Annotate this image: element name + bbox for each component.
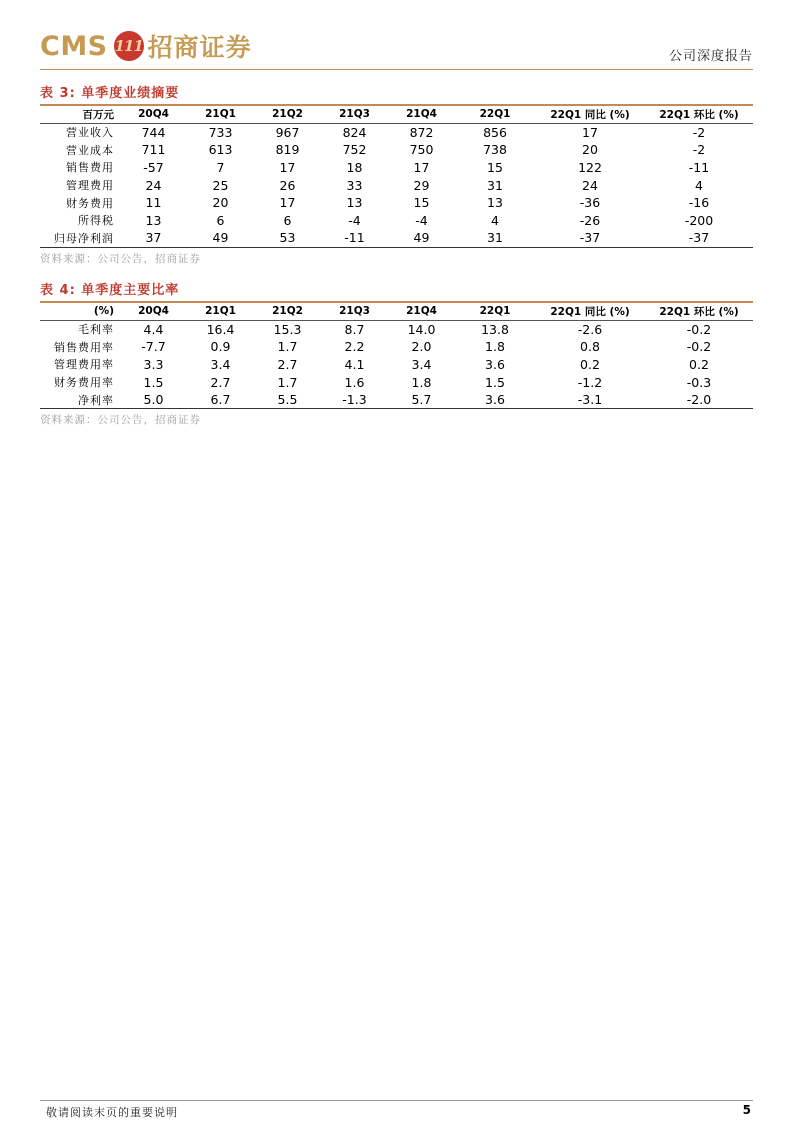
table-cell: -1.2 bbox=[577, 374, 603, 390]
table-cell: 24 bbox=[582, 177, 598, 193]
page-header bbox=[40, 24, 753, 72]
table-row bbox=[40, 194, 753, 212]
row-label: 销售费用率 bbox=[54, 340, 114, 354]
table-cell: 2.0 bbox=[411, 339, 432, 355]
table-cell: 3.4 bbox=[210, 356, 231, 372]
table3-unit-header: 百万元 bbox=[40, 106, 120, 124]
table3-col-header: 21Q2 bbox=[254, 106, 321, 124]
table-cell: 13 bbox=[145, 212, 162, 228]
table3-col-header: 21Q3 bbox=[321, 106, 388, 124]
table-cell: -2 bbox=[692, 124, 706, 140]
table4-col-header: 21Q4 bbox=[388, 303, 455, 321]
table4-col-header: 21Q3 bbox=[321, 303, 388, 321]
table-cell: 0.9 bbox=[210, 339, 231, 355]
table-cell: 5.7 bbox=[411, 392, 432, 408]
table-cell: 3.6 bbox=[485, 392, 505, 408]
table-cell: 1.6 bbox=[344, 374, 365, 390]
table-cell: 738 bbox=[483, 142, 507, 158]
table-row bbox=[40, 141, 753, 159]
table-cell: 750 bbox=[409, 142, 434, 158]
table-cell: -16 bbox=[688, 195, 710, 211]
table-cell: 14.0 bbox=[407, 321, 436, 337]
logo-latin-text: CMS bbox=[40, 30, 108, 62]
table-cell: 4.4 bbox=[143, 321, 164, 337]
table-cell: 15 bbox=[487, 159, 503, 175]
table-cell: -1.3 bbox=[342, 392, 367, 408]
table-cell: 819 bbox=[275, 142, 300, 158]
table-cell: 17 bbox=[279, 159, 296, 175]
table-cell: 6.7 bbox=[210, 392, 231, 408]
table3-section bbox=[40, 84, 753, 266]
table3-col-header: 20Q4 bbox=[120, 106, 187, 124]
table-row bbox=[40, 320, 753, 338]
table-cell: 20 bbox=[582, 142, 598, 158]
table3-source-note: 资料来源：公司公告，招商证券 bbox=[40, 252, 201, 265]
table3-data-table bbox=[40, 106, 753, 248]
table-cell: 2.7 bbox=[210, 374, 231, 390]
page-number: 5 bbox=[742, 1103, 751, 1117]
table-cell: -2.0 bbox=[686, 392, 712, 408]
table-cell: 13 bbox=[487, 195, 503, 211]
logo-emblem-icon bbox=[114, 31, 144, 61]
table-cell: 3.6 bbox=[485, 356, 505, 372]
table-row bbox=[40, 123, 753, 141]
row-label: 营业收入 bbox=[66, 126, 114, 140]
table4-unit-header: (%) bbox=[40, 303, 120, 321]
table3-col-header: 21Q1 bbox=[187, 106, 254, 124]
row-label: 归母净利润 bbox=[54, 231, 114, 245]
table4-col-header: 22Q1 bbox=[455, 303, 535, 321]
table4-body bbox=[40, 320, 753, 409]
table-cell: 0.2 bbox=[580, 356, 600, 372]
table-cell: -3.1 bbox=[577, 392, 603, 408]
table3-col-header: 22Q1 bbox=[455, 106, 535, 124]
table4-col-header: 22Q1 环比 (%) bbox=[645, 303, 753, 321]
table4-section bbox=[40, 281, 753, 427]
table-row bbox=[40, 356, 753, 374]
table-cell: -0.2 bbox=[686, 339, 712, 355]
table-cell: -4 bbox=[348, 212, 361, 228]
table-cell: 1.8 bbox=[411, 374, 432, 390]
table-cell: -57 bbox=[143, 159, 164, 175]
table-row bbox=[40, 373, 753, 391]
table-cell: 33 bbox=[346, 177, 363, 193]
table4-source-note: 资料来源：公司公告，招商证券 bbox=[40, 414, 201, 427]
row-label: 净利率 bbox=[78, 393, 114, 407]
table-cell: 13 bbox=[346, 195, 363, 211]
table-cell: -37 bbox=[688, 230, 710, 246]
table4-col-header: 21Q2 bbox=[254, 303, 321, 321]
table-cell: -11 bbox=[344, 230, 365, 246]
table3-col-header: 22Q1 同比 (%) bbox=[535, 106, 645, 124]
table-cell: 711 bbox=[141, 142, 166, 158]
table-cell: 4 bbox=[491, 212, 499, 228]
row-label: 管理费用率 bbox=[54, 358, 114, 372]
table3-header-row bbox=[40, 106, 753, 124]
table-cell: 5.0 bbox=[143, 392, 164, 408]
table3-title: 表 3: 单季度业绩摘要 bbox=[40, 86, 180, 101]
row-label: 管理费用 bbox=[66, 179, 114, 193]
table-cell: 8.7 bbox=[344, 321, 365, 337]
table-cell: 29 bbox=[413, 177, 430, 193]
table-cell: 752 bbox=[342, 142, 367, 158]
table4-data-table bbox=[40, 303, 753, 410]
table-row bbox=[40, 338, 753, 356]
table-cell: 24 bbox=[145, 177, 162, 193]
table-cell: 744 bbox=[141, 124, 166, 140]
table-row bbox=[40, 176, 753, 194]
table-cell: 2.7 bbox=[277, 356, 298, 372]
footer-divider bbox=[40, 1100, 753, 1101]
table4-col-header: 22Q1 同比 (%) bbox=[535, 303, 645, 321]
row-label: 财务费用率 bbox=[54, 376, 114, 390]
table-cell: 1.8 bbox=[485, 339, 505, 355]
table-cell: 967 bbox=[275, 124, 300, 140]
table-cell: 3.3 bbox=[143, 356, 164, 372]
row-label: 毛利率 bbox=[78, 323, 114, 337]
logo-chinese-text: 招商证券 bbox=[147, 33, 252, 62]
table-cell: 15 bbox=[413, 195, 430, 211]
table-cell: 37 bbox=[145, 230, 162, 246]
table-cell: 11 bbox=[145, 195, 162, 211]
logo-emblem-text: 111 bbox=[114, 37, 143, 55]
table-cell: 26 bbox=[279, 177, 296, 193]
table-cell: -36 bbox=[579, 195, 601, 211]
table4-col-header: 20Q4 bbox=[120, 303, 187, 321]
table-cell: 0.2 bbox=[689, 356, 709, 372]
table-cell: 17 bbox=[279, 195, 296, 211]
table4-header-row bbox=[40, 303, 753, 321]
table-cell: 49 bbox=[413, 230, 430, 246]
table-cell: 1.7 bbox=[277, 374, 298, 390]
table-cell: 122 bbox=[578, 159, 602, 175]
table-row bbox=[40, 229, 753, 247]
row-label: 财务费用 bbox=[66, 196, 114, 210]
table4-title: 表 4: 单季度主要比率 bbox=[40, 283, 180, 298]
table-cell: 17 bbox=[413, 159, 430, 175]
table-row bbox=[40, 391, 753, 409]
table-cell: -2 bbox=[692, 142, 706, 158]
table4-col-header: 21Q1 bbox=[187, 303, 254, 321]
table-cell: 6 bbox=[216, 212, 225, 228]
table-cell: 13.8 bbox=[481, 321, 509, 337]
table-cell: 824 bbox=[342, 124, 367, 140]
table-cell: 17 bbox=[582, 124, 598, 140]
table3-body bbox=[40, 123, 753, 247]
table-cell: 4.1 bbox=[344, 356, 365, 372]
table3-col-header: 21Q4 bbox=[388, 106, 455, 124]
table-cell: 20 bbox=[212, 195, 229, 211]
row-label: 所得税 bbox=[78, 214, 114, 228]
footer-disclaimer-note: 敬请阅读末页的重要说明 bbox=[46, 1106, 178, 1119]
table-cell: 1.7 bbox=[277, 339, 298, 355]
table-cell: 25 bbox=[212, 177, 229, 193]
table-row bbox=[40, 211, 753, 229]
table-cell: 18 bbox=[346, 159, 363, 175]
row-label: 营业成本 bbox=[66, 143, 114, 157]
table-cell: 49 bbox=[212, 230, 229, 246]
table-cell: 3.4 bbox=[411, 356, 432, 372]
table-cell: 1.5 bbox=[485, 374, 505, 390]
company-logo bbox=[40, 28, 252, 64]
table-cell: -0.2 bbox=[686, 321, 712, 337]
table-cell: 0.8 bbox=[580, 339, 600, 355]
table-cell: 856 bbox=[483, 124, 507, 140]
table-cell: 2.2 bbox=[344, 339, 365, 355]
row-label: 销售费用 bbox=[66, 161, 114, 175]
table-cell: -26 bbox=[579, 212, 601, 228]
table-cell: -2.6 bbox=[577, 321, 603, 337]
table-cell: -37 bbox=[579, 230, 601, 246]
table-cell: 613 bbox=[208, 142, 233, 158]
table-cell: 6 bbox=[283, 212, 292, 228]
table-cell: 15.3 bbox=[273, 321, 302, 337]
table-cell: 31 bbox=[487, 230, 503, 246]
table-cell: -4 bbox=[415, 212, 428, 228]
table-cell: 7 bbox=[216, 159, 225, 175]
table-row bbox=[40, 159, 753, 177]
table-cell: 16.4 bbox=[206, 321, 235, 337]
table-cell: 733 bbox=[208, 124, 233, 140]
table-cell: 872 bbox=[409, 124, 434, 140]
table-cell: 1.5 bbox=[143, 374, 164, 390]
table-cell: -11 bbox=[688, 159, 710, 175]
header-divider bbox=[40, 69, 753, 70]
table3-col-header: 22Q1 环比 (%) bbox=[645, 106, 753, 124]
report-type-label: 公司深度报告 bbox=[668, 49, 753, 64]
table-cell: 4 bbox=[695, 177, 703, 193]
table-cell: -7.7 bbox=[141, 339, 166, 355]
table-cell: -200 bbox=[684, 212, 714, 228]
table-cell: 53 bbox=[279, 230, 296, 246]
table-cell: 5.5 bbox=[277, 392, 298, 408]
table-cell: -0.3 bbox=[686, 374, 712, 390]
table-cell: 31 bbox=[487, 177, 503, 193]
